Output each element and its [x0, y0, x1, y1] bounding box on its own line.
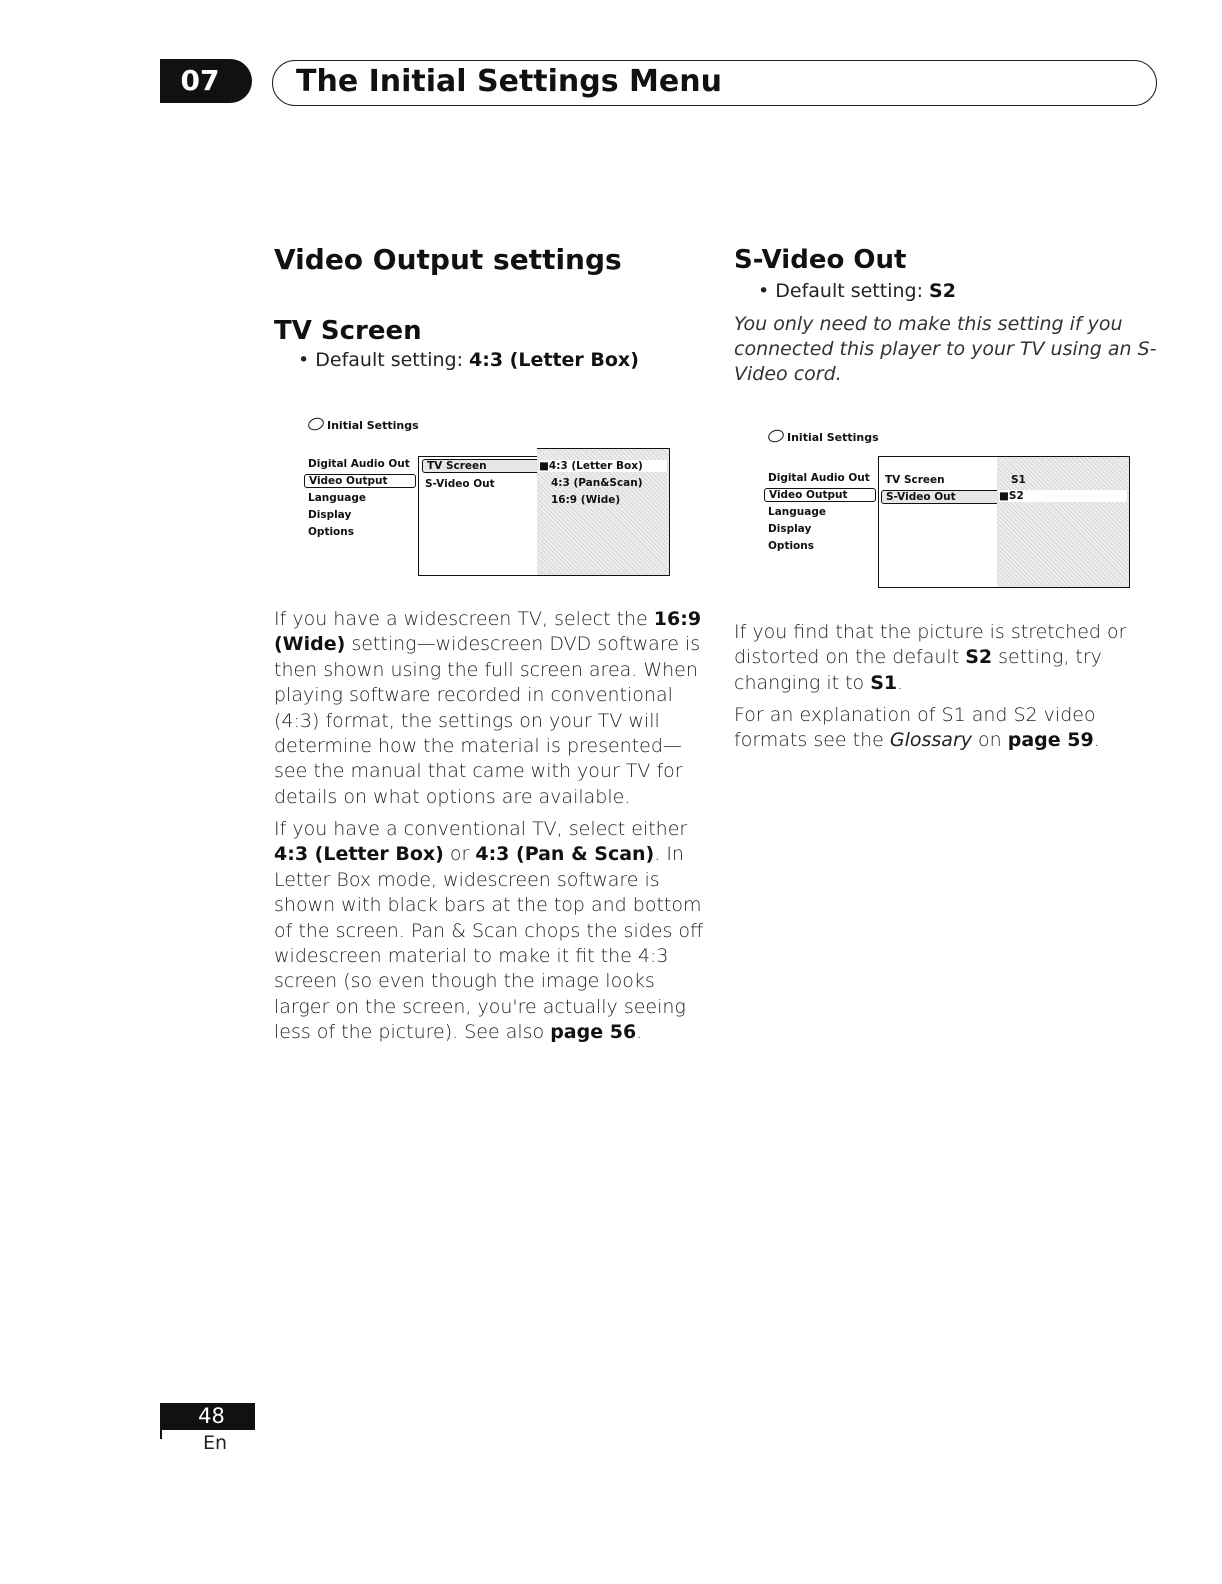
text-run: less of the picture). See also — [274, 1021, 551, 1044]
option-pan-scan: 4:3 (Pan&Scan) — [551, 477, 643, 489]
menu-item-display: Display — [768, 523, 812, 535]
text-run: or — [443, 843, 476, 866]
page-number-tick — [160, 1403, 162, 1439]
bullet-dot: • — [298, 349, 316, 371]
menu-item-digital-audio-out: Digital Audio Out — [308, 458, 410, 470]
text-run: . In — [654, 843, 684, 866]
text-run: setting—widescreen DVD software is — [345, 633, 701, 656]
bold-run: 4:3 (Letter Box) — [274, 843, 444, 866]
page-reference: page 56 — [550, 1021, 637, 1044]
option-s2: ■S2 — [999, 490, 1127, 502]
menu-item-digital-audio-out: Digital Audio Out — [768, 472, 870, 484]
sub-menu-panel — [418, 456, 538, 576]
settings-icon — [306, 416, 325, 433]
bold-run: 4:3 (Pan & Scan) — [475, 843, 655, 866]
section-title: Video Output settings — [274, 243, 622, 276]
menu-item-video-output: Video Output — [764, 488, 876, 502]
text-line: Letter Box mode, widescreen software is — [274, 868, 660, 891]
text-line: see the manual that came with your TV for — [274, 760, 683, 783]
text-line: You only need to make this setting if you — [734, 313, 1123, 335]
default-label: Default setting: — [315, 349, 470, 371]
text-line: If you find that the picture is stretched or — [734, 621, 1127, 643]
sub-item-s-video-out: S-Video Out — [425, 478, 495, 490]
text-line: connected this player to your TV using an S- — [734, 338, 1157, 360]
text-run: changing it to — [734, 671, 871, 694]
text-line: screen (so even though the image looks — [274, 970, 655, 993]
tv-screen-default-setting — [298, 349, 639, 371]
text-run: on — [972, 729, 1008, 752]
settings-icon — [766, 428, 785, 445]
menu-item-display: Display — [308, 509, 352, 521]
text-line: If you have a conventional TV, select either — [274, 818, 688, 840]
text-run: setting, try — [992, 646, 1102, 669]
menu-item-language: Language — [768, 506, 826, 518]
sub-item-tv-screen: TV Screen — [885, 474, 945, 486]
bold-run: (Wide) — [274, 633, 346, 656]
glossary-reference: Glossary — [889, 729, 972, 752]
page-number: 48 — [160, 1403, 255, 1430]
option-s1: S1 — [1011, 474, 1026, 486]
text-line: of the screen. Pan & Scan chops the sides off — [274, 919, 704, 942]
text-line: Video cord. — [734, 363, 842, 385]
chapter-number-badge: 07 — [160, 59, 252, 103]
tv-screen-paragraph-1 — [274, 607, 701, 810]
tv-screen-paragraph-2 — [274, 817, 703, 1046]
tv-screen-heading: TV Screen — [274, 316, 422, 346]
menu-item-options: Options — [308, 526, 354, 538]
bold-run: S1 — [870, 671, 898, 694]
text-line: larger on the screen, you're actually seeing — [274, 995, 686, 1018]
text-line: widescreen material to make it fit the 4:3 — [274, 945, 669, 968]
default-value: S2 — [929, 280, 956, 302]
tv-screen-settings-mockup — [308, 418, 670, 580]
text-line: For an explanation of S1 and S2 video — [734, 704, 1096, 726]
page-reference: page 59 — [1007, 729, 1094, 752]
default-label: Default setting: — [775, 280, 930, 302]
s-video-settings-mockup — [768, 430, 1130, 590]
text-line: (4:3) format, the settings on your TV will — [274, 709, 660, 732]
text-run: . — [897, 671, 904, 694]
text-run: . — [636, 1021, 643, 1044]
page-language: En — [203, 1432, 228, 1454]
s-video-paragraph-1 — [734, 620, 1126, 696]
s-video-out-heading: S-Video Out — [734, 245, 907, 275]
text-line: details on what options are available. — [274, 785, 631, 808]
option-wide: 16:9 (Wide) — [551, 494, 621, 506]
text-line: determine how the material is presented— — [274, 735, 682, 758]
bold-run: S2 — [965, 646, 993, 669]
bold-run: 16:9 — [653, 608, 702, 630]
default-value: 4:3 (Letter Box) — [469, 349, 639, 371]
text-run: distorted on the default — [734, 646, 966, 669]
screen-header-label: Initial Settings — [787, 431, 879, 444]
text-line: playing software recorded in conventional — [274, 684, 673, 707]
chapter-title: The Initial Settings Menu — [296, 64, 722, 99]
sub-item-s-video-out: S-Video Out — [881, 490, 1001, 504]
s-video-note — [734, 312, 1157, 387]
bullet-dot: • — [758, 280, 776, 302]
s-video-default-setting — [758, 280, 956, 302]
menu-item-options: Options — [768, 540, 814, 552]
option-letter-box: ■4:3 (Letter Box) — [539, 460, 667, 472]
menu-item-language: Language — [308, 492, 366, 504]
text-run: formats see the — [734, 729, 890, 752]
menu-item-video-output: Video Output — [304, 474, 416, 488]
sub-item-tv-screen: TV Screen — [422, 459, 540, 473]
text-run: . — [1093, 729, 1100, 752]
screen-header — [308, 418, 419, 432]
screen-header — [768, 430, 879, 444]
text-line: shown with black bars at the top and bottom — [274, 894, 702, 917]
text-run: If you have a widescreen TV, select the — [274, 608, 654, 630]
text-line: then shown using the full screen area. When — [274, 658, 698, 681]
s-video-paragraph-2 — [734, 703, 1100, 754]
screen-header-label: Initial Settings — [327, 419, 419, 432]
